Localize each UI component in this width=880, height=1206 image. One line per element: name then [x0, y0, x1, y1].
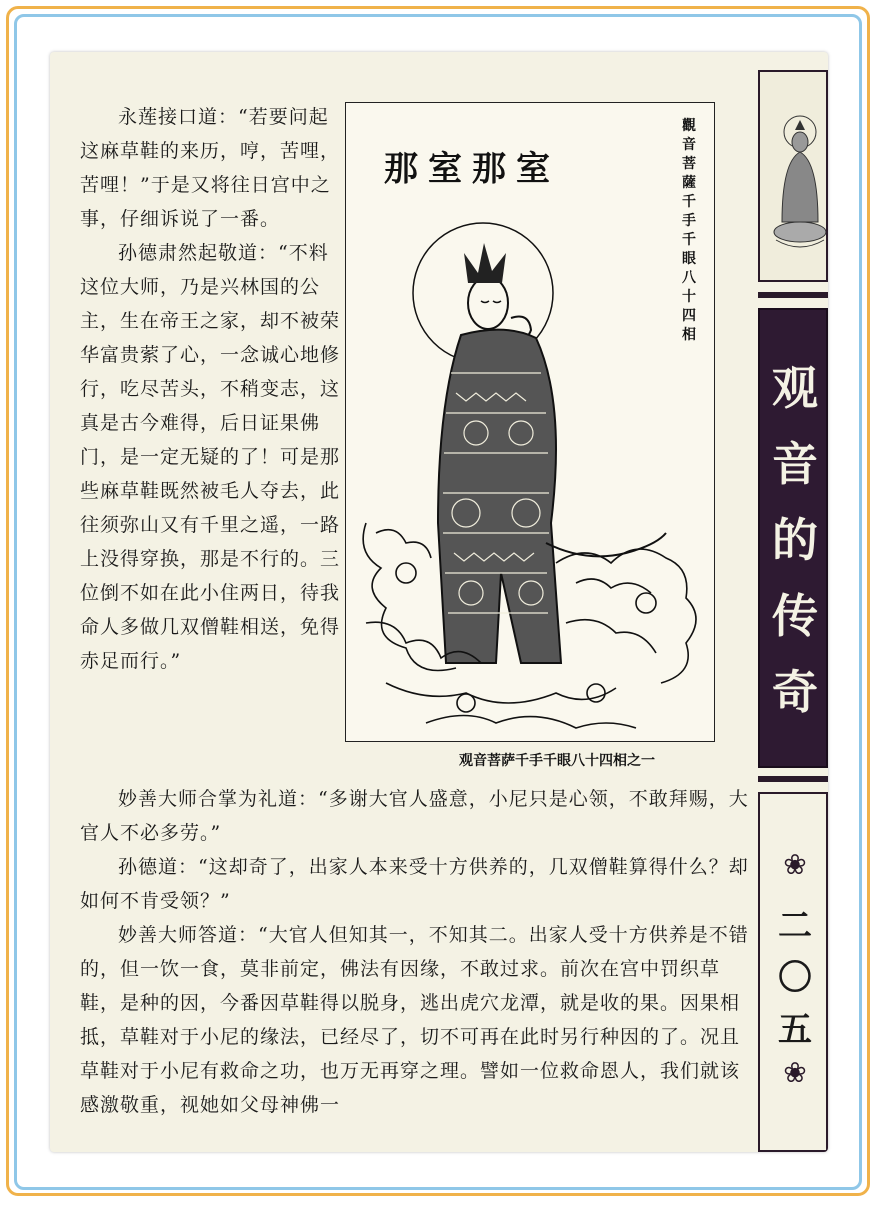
- paragraph: 妙善大师合掌为礼道：“多谢大官人盛意，小尼只是心领，不敢拜赐，大官人不必多劳。”: [80, 788, 749, 844]
- flower-ornament-icon: ❀: [783, 1056, 807, 1089]
- paragraph: 永莲接口道：“若要问起这麻草鞋的来历，哼，苦哩，苦哩！”于是又将往日宫中之事，仔细诉说了一番。: [80, 106, 341, 230]
- paragraph: 妙善大师答道：“大官人但知其一，不知其二。出家人受十方供养是不错的，但一饮一食，莫非前定，佛法有因缘，不敢过求。前次在宫中罚织草鞋，是种的因，今番因草鞋得以脱身，逃出虎穴龙潭，就是收的果。因果相抵，草鞋对于小尼的缘法，已经尽了，切不可再在此时另行种因的了。况且草鞋对于小尼有救命之功，也万无再穿之理。譬如一位救命恩人，我们就该感激敬重，视她如父母神佛一: [80, 924, 749, 1116]
- paragraph: 孙德道：“这却奇了，出家人本来受十方供养的，几双僧鞋算得什么？却如何不肯受领？”: [80, 856, 749, 912]
- sidebar-page-box: [758, 792, 828, 1152]
- full-width-text: [80, 782, 750, 1122]
- illustration-vertical-inscription: 觀音菩薩千手千眼八十四相: [682, 118, 696, 343]
- guanyin-illustration: [345, 102, 715, 742]
- sidebar-divider: [758, 776, 828, 782]
- book-title: 观音的传奇: [772, 361, 818, 719]
- flower-ornament-icon: ❀: [783, 848, 807, 881]
- paragraph: 孙德肃然起敬道：“不料这位大师，乃是兴林国的公主，生在帝王之家，却不被荣华富贵萦了心，一念诚心地修行，吃尽苦头，不稍变志，这真是古今难得，后日证果佛门，是一定无疑的了！可是那些麻草鞋既然被毛人夺去，此往须弥山又有千里之遥，一路上没得穿换，那是不行的。三位倒不如在此小住两日，待我命人多做几双僧鞋相送，免得赤足而行。”: [80, 242, 341, 672]
- sidebar-title-band: [758, 308, 828, 768]
- figure-drawing: [346, 103, 716, 743]
- sidebar-divider: [758, 292, 828, 298]
- sidebar-bodhisattva-image: [758, 70, 828, 282]
- illustration-title: 那室那室: [384, 149, 560, 189]
- left-text-column: [80, 100, 342, 678]
- page-number: 二〇五: [778, 906, 812, 1050]
- bodhisattva-icon: [760, 72, 826, 280]
- book-page: [50, 52, 828, 1152]
- illustration-caption: 观音菩萨千手千眼八十四相之一: [459, 753, 655, 769]
